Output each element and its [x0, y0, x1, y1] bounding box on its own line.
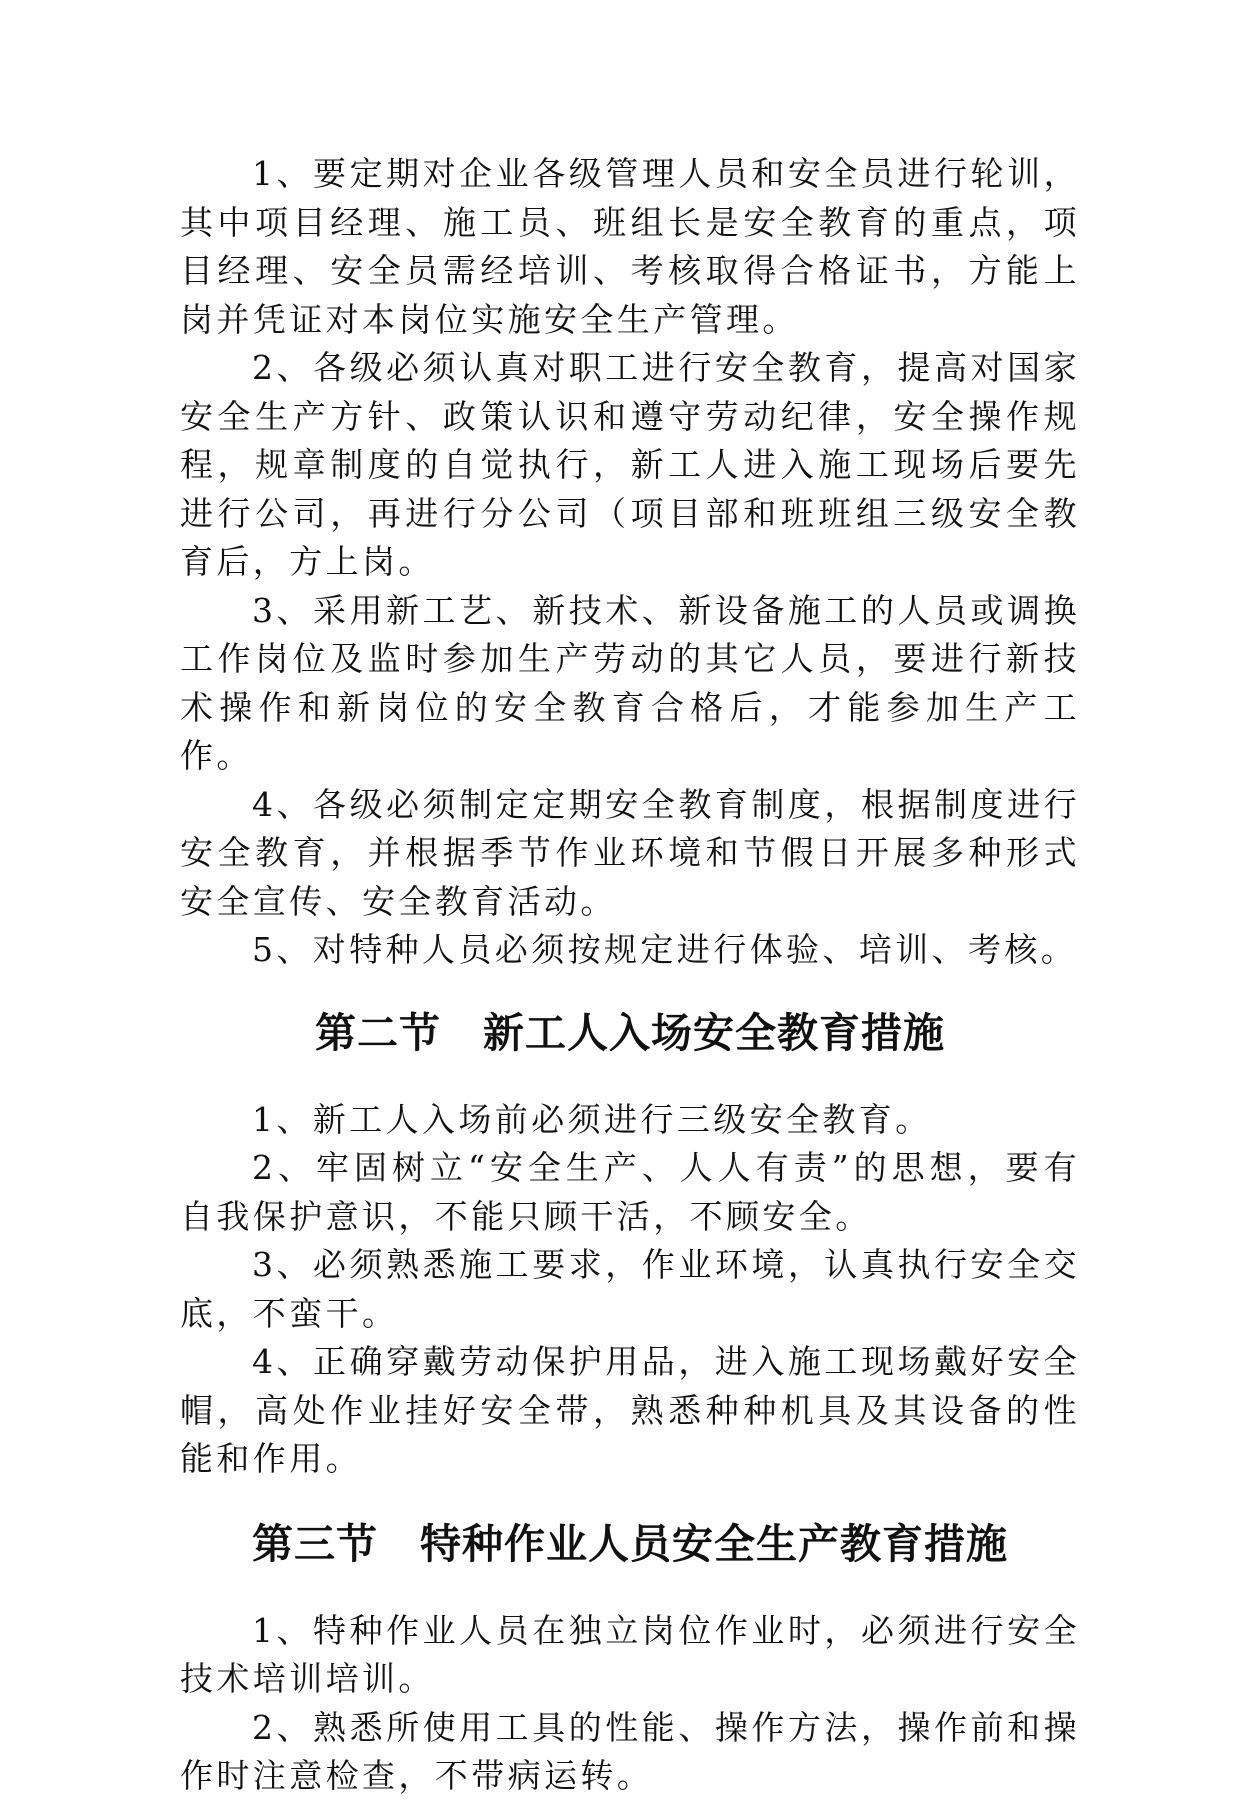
section-heading: 第三节 特种作业人员安全生产教育措施: [252, 1519, 1008, 1568]
list-item: 3、必须熟悉施工要求，作业环境，认真执行安全交底，不蛮干。: [180, 1245, 1080, 1333]
section-heading: 第二节 新工人入场安全教育措施: [315, 1008, 945, 1057]
list-item: 2、熟悉所使用工具的性能、操作方法，操作前和操作时注意检查，不带病运转。: [180, 1707, 1080, 1795]
list-item: 2、牢固树立“安全生产、人人有责”的思想，要有自我保护意识，不能只顾干活，不顾安全。: [180, 1148, 1080, 1236]
list-item: 1、特种作业人员在独立岗位作业时，必须进行安全技术培训培训。: [180, 1610, 1080, 1698]
list-item: 2、各级必须认真对职工进行安全教育，提高对国家安全生产方针、政策认识和遵守劳动纪律，安全操作规程，规章制度的自觉执行，新工人进入施工现场后要先进行公司，再进行分公司（项目部和班班组三级安全教育后，方上岗。: [180, 348, 1080, 581]
section3-list: [180, 1607, 1080, 1801]
intro-list: [180, 150, 1080, 975]
list-item: 1、要定期对企业各级管理人员和安全员进行轮训，其中项目经理、施工员、班组长是安全教育的重点，项目经理、安全员需经培训、考核取得合格证书，方能上岗并凭证对本岗位实施安全生产管理。: [180, 154, 1080, 339]
list-item: 5、对特种人员必须按规定进行体验、培训、考核。: [252, 930, 1078, 969]
section2-list: [180, 1096, 1080, 1484]
list-item: 3、采用新工艺、新技术、新设备施工的人员或调换工作岗位及监时参加生产劳动的其它人员，要进行新技术操作和新岗位的安全教育合格后，才能参加生产工作。: [180, 590, 1080, 775]
list-item: 4、各级必须制定定期安全教育制度，根据制度进行安全教育，并根据季节作业环境和节假日开展多种形式安全宣传、安全教育活动。: [180, 784, 1080, 921]
list-item: 1、新工人入场前必须进行三级安全教育。: [252, 1099, 932, 1139]
document-page: [180, 150, 1080, 1801]
list-item: 4、正确穿戴劳动保护用品，进入施工现场戴好安全帽，高处作业挂好安全带，熟悉种种机具及其设备的性能和作用。: [180, 1342, 1080, 1478]
